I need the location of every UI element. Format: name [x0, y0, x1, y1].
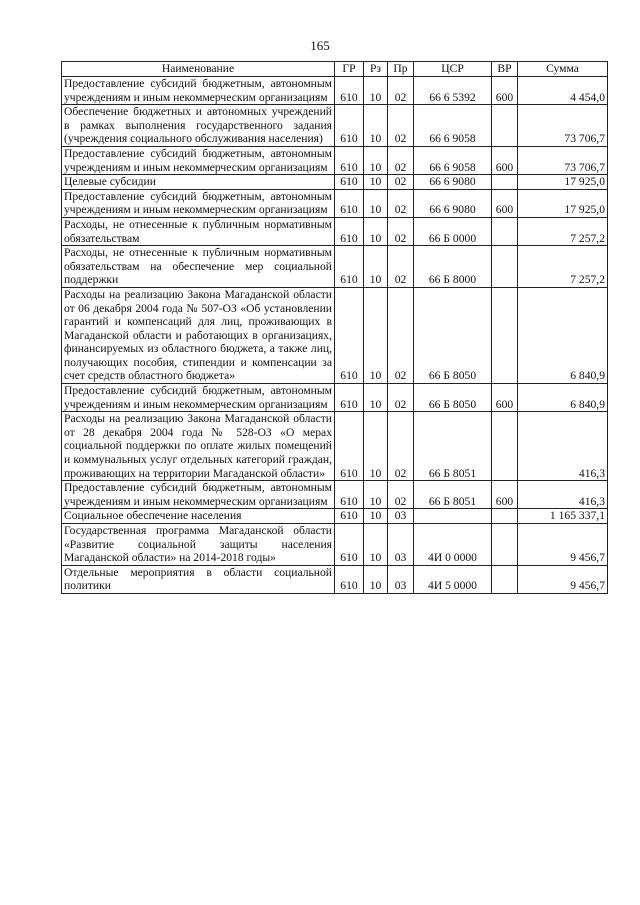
- cell-sum: 17 925,0: [518, 175, 608, 190]
- cell-csr: 66 6 9058: [414, 146, 492, 174]
- cell-rz: 10: [364, 105, 388, 147]
- table-row: [62, 412, 608, 481]
- cell-vr: 600: [492, 481, 518, 509]
- table-row: [62, 524, 608, 566]
- cell-name: Предоставление субсидий бюджетным, автономным учреждениям и иным некоммерческим организациям: [62, 146, 335, 174]
- cell-csr: 66 Б 8050: [414, 384, 492, 412]
- cell-name: Предоставление субсидий бюджетным, автономным учреждениям и иным некоммерческим организациям: [62, 481, 335, 509]
- cell-csr: 66 6 9058: [414, 105, 492, 147]
- cell-pr: 02: [388, 412, 414, 481]
- cell-csr: [414, 509, 492, 524]
- cell-gr: 610: [335, 509, 364, 524]
- cell-gr: 610: [335, 524, 364, 566]
- cell-vr: [492, 287, 518, 383]
- cell-gr: 610: [335, 565, 364, 593]
- page-number: 165: [310, 38, 330, 53]
- cell-gr: 610: [335, 246, 364, 288]
- cell-rz: 10: [364, 524, 388, 566]
- cell-gr: 610: [335, 189, 364, 217]
- cell-sum: 7 257,2: [518, 217, 608, 245]
- cell-pr: 02: [388, 481, 414, 509]
- cell-sum: 6 840,9: [518, 384, 608, 412]
- cell-csr: 66 Б 8051: [414, 412, 492, 481]
- cell-csr: 66 Б 8051: [414, 481, 492, 509]
- cell-sum: 416,3: [518, 481, 608, 509]
- header-name: Наименование: [62, 62, 335, 77]
- header-pr: Пр: [388, 62, 414, 77]
- cell-gr: 610: [335, 77, 364, 105]
- cell-csr: 4И 0 0000: [414, 524, 492, 566]
- cell-rz: 10: [364, 175, 388, 190]
- cell-sum: 1 165 337,1: [518, 509, 608, 524]
- cell-name: Расходы, не отнесенные к публичным нормативным обязательствам на обеспечение мер социальной поддержки: [62, 246, 335, 288]
- cell-vr: [492, 524, 518, 566]
- table-row: [62, 246, 608, 288]
- cell-gr: 610: [335, 384, 364, 412]
- cell-name: Предоставление субсидий бюджетным, автономным учреждениям и иным некоммерческим организациям: [62, 384, 335, 412]
- cell-csr: 4И 5 0000: [414, 565, 492, 593]
- cell-name: Расходы на реализацию Закона Магаданской области от 06 декабря 2004 года № 507-ОЗ «Об установлении гарантий и компенсаций для лиц, проживающих в Магаданской области и работающих в организациях, финансируемых из областного бюджета, а также лиц, получающих пособия, стипендии и компенсации за счет средств областного бюджета»: [62, 287, 335, 383]
- cell-rz: 10: [364, 146, 388, 174]
- cell-csr: 66 Б 8050: [414, 287, 492, 383]
- table-row: [62, 105, 608, 147]
- budget-table: [61, 61, 608, 594]
- cell-sum: 73 706,7: [518, 105, 608, 147]
- table-row: [62, 287, 608, 383]
- cell-sum: 6 840,9: [518, 287, 608, 383]
- cell-gr: 610: [335, 105, 364, 147]
- table-row: [62, 217, 608, 245]
- cell-pr: 03: [388, 565, 414, 593]
- cell-sum: 7 257,2: [518, 246, 608, 288]
- cell-pr: 02: [388, 189, 414, 217]
- cell-gr: 610: [335, 287, 364, 383]
- cell-pr: 03: [388, 509, 414, 524]
- cell-pr: 02: [388, 77, 414, 105]
- cell-sum: 17 925,0: [518, 189, 608, 217]
- table-header-row: [62, 62, 608, 77]
- cell-vr: 600: [492, 146, 518, 174]
- cell-rz: 10: [364, 565, 388, 593]
- cell-pr: 02: [388, 105, 414, 147]
- cell-vr: [492, 412, 518, 481]
- table-row: [62, 175, 608, 190]
- cell-csr: 66 6 5392: [414, 77, 492, 105]
- cell-sum: 416,3: [518, 412, 608, 481]
- cell-vr: 600: [492, 189, 518, 217]
- cell-vr: [492, 509, 518, 524]
- cell-pr: 02: [388, 384, 414, 412]
- cell-csr: 66 Б 0000: [414, 217, 492, 245]
- cell-pr: 03: [388, 524, 414, 566]
- table-row: [62, 565, 608, 593]
- cell-vr: [492, 246, 518, 288]
- cell-rz: 10: [364, 189, 388, 217]
- cell-vr: [492, 175, 518, 190]
- cell-pr: 02: [388, 287, 414, 383]
- cell-name: Обеспечение бюджетных и автономных учреждений в рамках выполнения государственного задания (учреждения социального обслуживания населения): [62, 105, 335, 147]
- cell-name: Государственная программа Магаданской области «Развитие социальной защиты населения Магаданской области» на 2014-2018 годы»: [62, 524, 335, 566]
- table-row: [62, 189, 608, 217]
- cell-name: Социальное обеспечение населения: [62, 509, 335, 524]
- cell-name: Целевые субсидии: [62, 175, 335, 190]
- header-rz: Рз: [364, 62, 388, 77]
- cell-vr: 600: [492, 77, 518, 105]
- cell-name: Предоставление субсидий бюджетным, автономным учреждениям и иным некоммерческим организациям: [62, 77, 335, 105]
- table-row: [62, 77, 608, 105]
- cell-gr: 610: [335, 217, 364, 245]
- cell-sum: 4 454,0: [518, 77, 608, 105]
- cell-pr: 02: [388, 246, 414, 288]
- table-row: [62, 384, 608, 412]
- cell-csr: 66 6 9080: [414, 189, 492, 217]
- cell-sum: 9 456,7: [518, 524, 608, 566]
- cell-rz: 10: [364, 412, 388, 481]
- cell-rz: 10: [364, 287, 388, 383]
- cell-vr: [492, 105, 518, 147]
- cell-rz: 10: [364, 384, 388, 412]
- header-sum: Сумма: [518, 62, 608, 77]
- cell-sum: 73 706,7: [518, 146, 608, 174]
- cell-csr: 66 6 9080: [414, 175, 492, 190]
- cell-name: Расходы, не отнесенные к публичным нормативным обязательствам: [62, 217, 335, 245]
- cell-sum: 9 456,7: [518, 565, 608, 593]
- cell-gr: 610: [335, 175, 364, 190]
- table-row: [62, 146, 608, 174]
- cell-vr: [492, 217, 518, 245]
- cell-gr: 610: [335, 412, 364, 481]
- header-gr: ГР: [335, 62, 364, 77]
- table-row: [62, 481, 608, 509]
- cell-pr: 02: [388, 146, 414, 174]
- cell-rz: 10: [364, 481, 388, 509]
- header-csr: ЦСР: [414, 62, 492, 77]
- cell-rz: 10: [364, 509, 388, 524]
- cell-rz: 10: [364, 217, 388, 245]
- cell-vr: [492, 565, 518, 593]
- cell-name: Предоставление субсидий бюджетным, автономным учреждениям и иным некоммерческим организациям: [62, 189, 335, 217]
- cell-pr: 02: [388, 217, 414, 245]
- header-vr: ВР: [492, 62, 518, 77]
- cell-rz: 10: [364, 77, 388, 105]
- table-row: [62, 509, 608, 524]
- cell-gr: 610: [335, 481, 364, 509]
- cell-pr: 02: [388, 175, 414, 190]
- cell-vr: 600: [492, 384, 518, 412]
- cell-name: Расходы на реализацию Закона Магаданской области от 28 декабря 2004 года № 528-ОЗ «О мерах социальной поддержки по оплате жилых помещений и коммунальных услуг отдельных категорий граждан, проживающих на территории Магаданской области»: [62, 412, 335, 481]
- cell-csr: 66 Б 8000: [414, 246, 492, 288]
- cell-name: Отдельные мероприятия в области социальной политики: [62, 565, 335, 593]
- cell-rz: 10: [364, 246, 388, 288]
- cell-gr: 610: [335, 146, 364, 174]
